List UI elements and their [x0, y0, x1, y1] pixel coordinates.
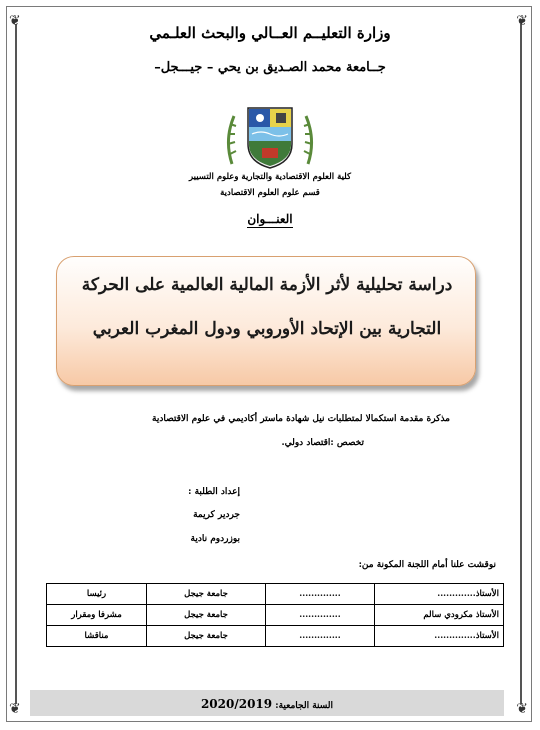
title-line-1: دراسة تحليلية لأثر الأزمة المالية العالمية على الحركة: [81, 275, 453, 295]
title-line-2: التجارية بين الإتحاد الأوروبي ودول المغرب العربي: [92, 319, 442, 339]
academic-year-label: السنة الجامعية:: [272, 701, 334, 711]
jury-member-university: جامعة جيجل: [147, 584, 266, 605]
title-label: العنـــوان: [247, 212, 293, 226]
academic-year-value: 2020/2019: [200, 697, 273, 711]
jury-member-grade: ..............: [266, 584, 375, 605]
faculty-name: كلية العلوم الاقتصادية والتجارية وعلوم التسيير: [188, 172, 352, 182]
jury-member-university: جامعة جيجل: [147, 605, 266, 626]
jury-member-university: جامعة جيجل: [147, 626, 266, 647]
corner-ornament-icon: ❦: [9, 13, 21, 29]
university-name: جــامعة محمد الصـديق بن يحي – جيـــجل–: [154, 60, 386, 75]
ministry-name: وزارة التعليــم العــالي والبحث العلـمي: [149, 24, 391, 42]
corner-ornament-icon: ❦: [516, 13, 528, 29]
jury-member-role: مشرفا ومقرار: [47, 605, 147, 626]
academic-year-bar: [30, 690, 504, 716]
left-border-rule: [15, 24, 17, 704]
memo-statement: مذكرة مقدمة استكمالا لمتطلبات نيل شهادة ماستر أكاديمي في علوم الاقتصادية: [152, 414, 450, 424]
corner-ornament-icon: ❦: [9, 701, 21, 717]
title-box: [56, 256, 476, 386]
university-crest-icon: [222, 104, 318, 172]
jury-member-name: الأستاذ.............: [375, 584, 504, 605]
prepared-by-label: إعداد الطلبة :: [188, 487, 240, 497]
table-row: [47, 584, 504, 605]
jury-member-role: مناقشا: [47, 626, 147, 647]
student-name: بوزردوم نادية: [190, 534, 240, 544]
department-name: قسم علوم العلوم الاقتصادية: [220, 188, 320, 198]
corner-ornament-icon: ❦: [516, 701, 528, 717]
jury-member-name: الأستاذ مكرودي سالم: [375, 605, 504, 626]
jury-member-role: رئيسا: [47, 584, 147, 605]
right-border-rule: [520, 24, 522, 704]
jury-member-grade: ..............: [266, 626, 375, 647]
specialty: تخصص :اقتصاد دولي.: [281, 438, 364, 448]
student-name: جردير كريمة: [193, 510, 240, 520]
jury-member-grade: ..............: [266, 605, 375, 626]
table-row: [47, 605, 504, 626]
jury-member-name: الأستاذ..............: [375, 626, 504, 647]
table-row: [47, 626, 504, 647]
jury-table: [46, 583, 504, 647]
jury-intro: نوقشت علنا أمام اللجنة المكونة من:: [358, 560, 496, 570]
